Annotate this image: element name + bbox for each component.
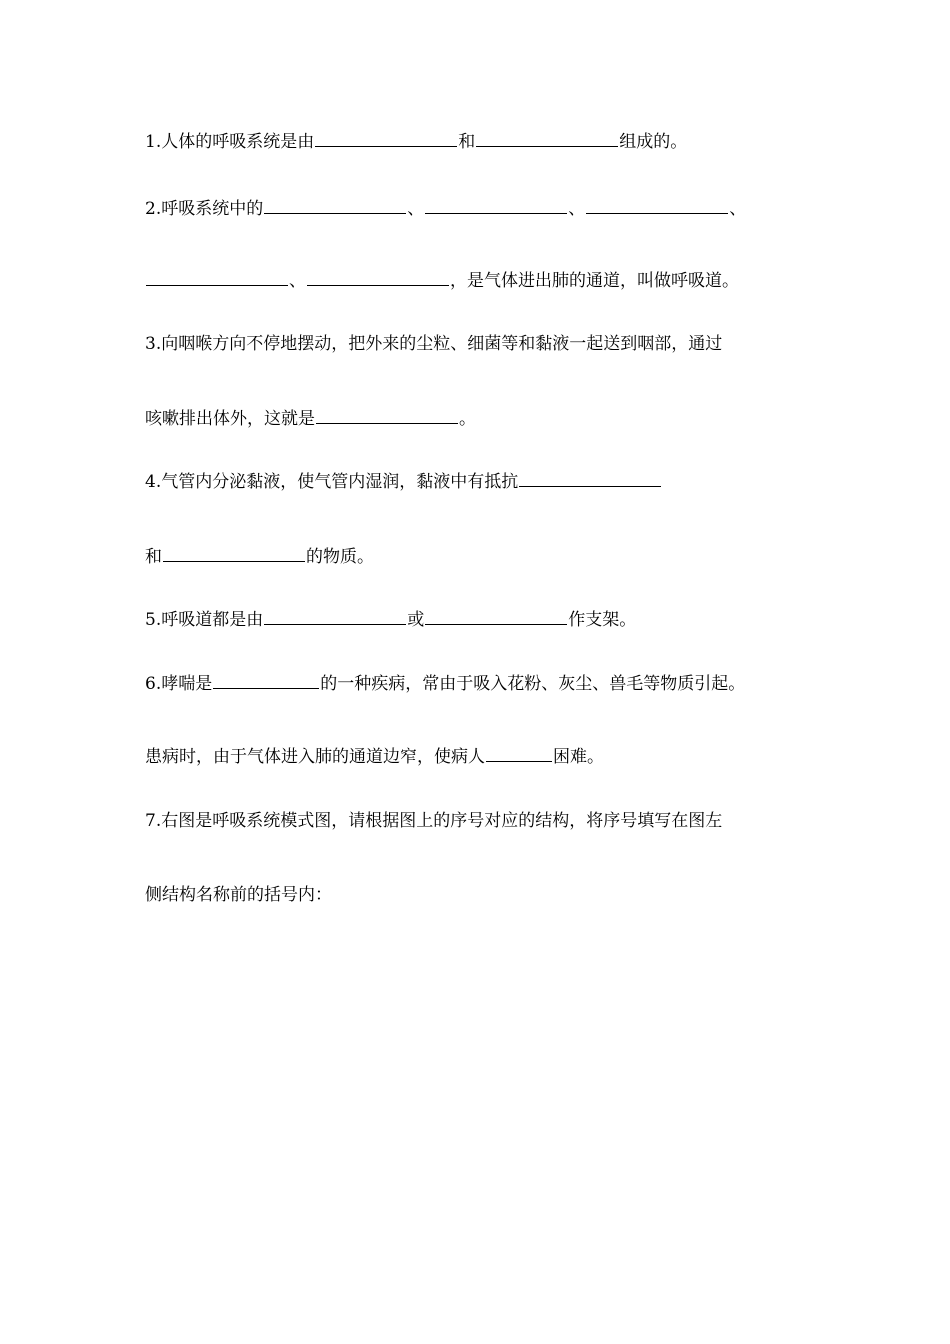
- q4-blank-1[interactable]: [519, 470, 661, 487]
- q2-sep-4: 、: [289, 271, 306, 291]
- q3-blank-1[interactable]: [316, 407, 458, 424]
- q2-sep-1: 、: [407, 199, 425, 219]
- question-2-line-2: [145, 269, 739, 293]
- q3-suffix-2: 。: [459, 409, 476, 429]
- q2-prefix: 2.呼吸系统中的: [145, 199, 264, 219]
- q1-blank-1[interactable]: [315, 130, 457, 147]
- q2-blank-3[interactable]: [586, 197, 728, 214]
- q3-prefix-2: 咳嗽排出体外，这就是: [145, 409, 315, 429]
- q7-line-2: 侧结构名称前的括号内：: [145, 885, 332, 905]
- q5-prefix: 5.呼吸道都是由: [145, 610, 264, 630]
- q6-prefix: 6.哮喘是: [145, 674, 213, 694]
- question-3-line-1: [145, 332, 722, 356]
- q2-sep-2: 、: [568, 199, 586, 219]
- question-6-line-2: [145, 745, 604, 769]
- q2-sep-3: 、: [729, 199, 747, 219]
- q1-mid: 和: [458, 132, 476, 152]
- question-5: [145, 608, 636, 632]
- question-7-line-1: [145, 809, 722, 833]
- q3-line-1: 3.向咽喉方向不停地摆动，把外来的尘粒、细菌等和黏液一起送到咽部，通过: [145, 334, 723, 354]
- q6-prefix-2: 患病时，由于气体进入肺的通道边窄，使病人: [145, 747, 485, 767]
- q1-blank-2[interactable]: [476, 130, 618, 147]
- q6-blank-2[interactable]: [486, 745, 552, 762]
- q6-suffix: 的一种疾病，常由于吸入花粉、灰尘、兽毛等物质引起。: [320, 674, 746, 694]
- q4-prefix-2: 和: [145, 547, 162, 567]
- q6-blank-1[interactable]: [213, 672, 319, 689]
- q4-suffix-2: 的物质。: [306, 547, 374, 567]
- question-7-line-2: [145, 883, 332, 907]
- q1-suffix: 组成的。: [619, 132, 688, 152]
- q5-suffix: 作支架。: [568, 610, 637, 630]
- question-4-line-1: [145, 470, 662, 494]
- question-4-line-2: [145, 545, 374, 569]
- q7-line-1: 7.右图是呼吸系统模式图，请根据图上的序号对应的结构，将序号填写在图左: [145, 811, 723, 831]
- q5-blank-1[interactable]: [264, 608, 406, 625]
- q5-blank-2[interactable]: [425, 608, 567, 625]
- q4-line-1: 4.气管内分泌黏液，使气管内湿润，黏液中有抵抗: [145, 472, 519, 492]
- q1-prefix: 1.人体的呼吸系统是由: [145, 132, 315, 152]
- q6-suffix-2: 困难。: [553, 747, 604, 767]
- q5-mid: 或: [407, 610, 425, 630]
- q2-blank-1[interactable]: [264, 197, 406, 214]
- q2-blank-4[interactable]: [146, 269, 288, 286]
- q2-suffix: ，是气体进出肺的通道，叫做呼吸道。: [450, 271, 739, 291]
- question-2-line-1: [145, 197, 746, 221]
- q2-blank-2[interactable]: [425, 197, 567, 214]
- question-1: [145, 130, 687, 154]
- question-6-line-1: [145, 672, 745, 696]
- q4-blank-2[interactable]: [163, 545, 305, 562]
- question-3-line-2: [145, 407, 476, 431]
- q2-blank-5[interactable]: [307, 269, 449, 286]
